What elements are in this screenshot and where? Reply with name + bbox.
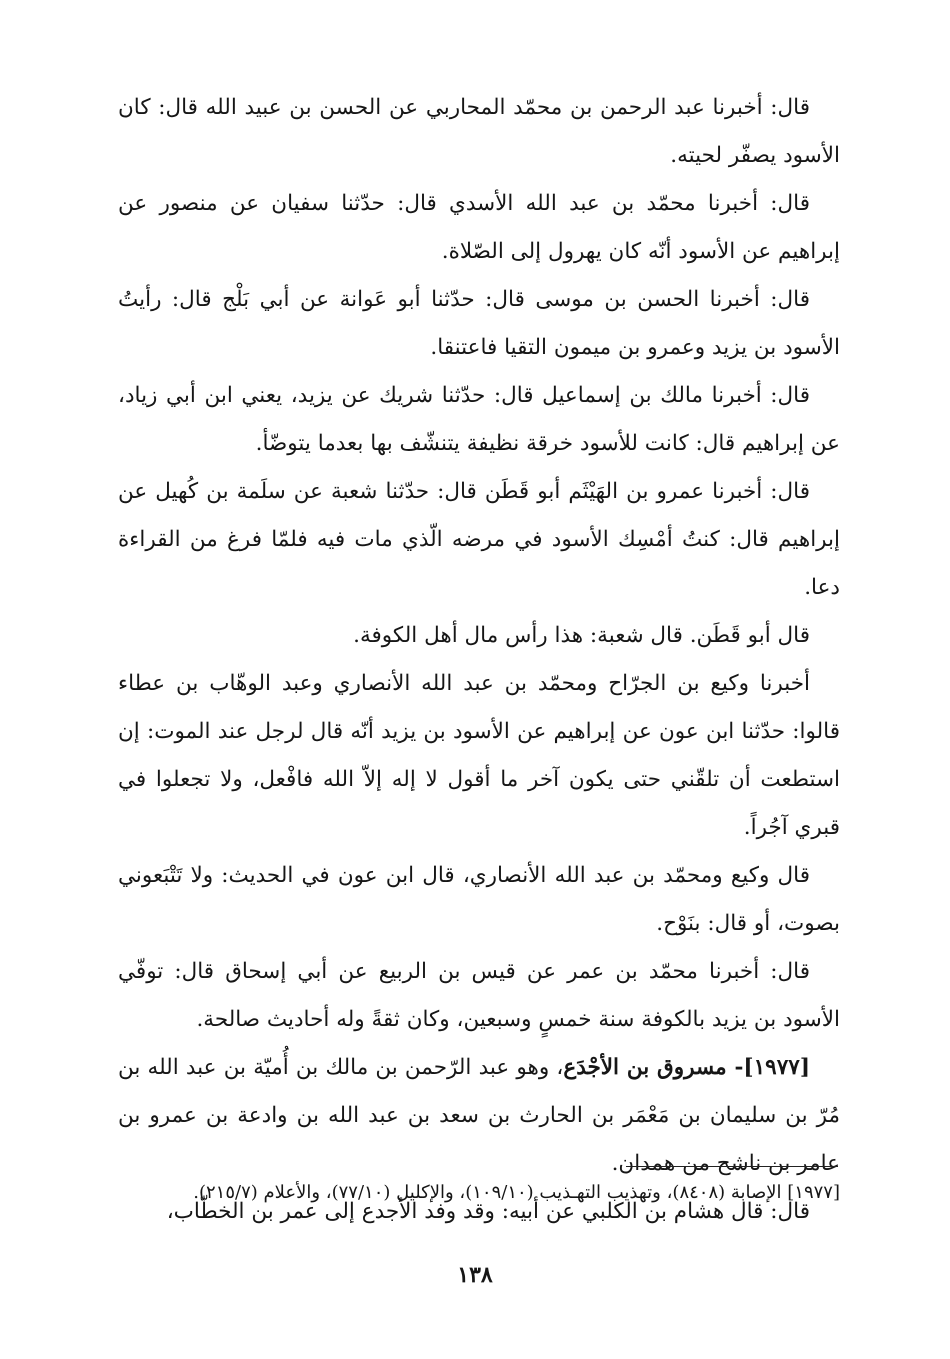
paragraph-6: قال أبو قَطَن. قال شعبة: هذا رأس مال أهل الكوفة. [353, 623, 810, 648]
paragraph-5: قال: أخبرنا عمرو بن الهَيْثَم أبو قَطَن قال: حدّثنا شعبة عن سلَمة بن كُهيل عن إبراهيم قال: كنتُ أمْسِك الأسود في مرضه الّذي مات فيه فلمّا فرغ من القراءة دعا. [118, 479, 840, 600]
paragraph-1: قال: أخبرنا عبد الرحمن بن محمّد المحاربي عن الحسن بن عبيد الله قال: كان الأسود يصفّر لحيته. [118, 95, 840, 168]
paragraph-7: أخبرنا وكيع بن الجرّاح ومحمّد بن عبد الله الأنصاري وعبد الوهّاب بن عطاء قالوا: حدّثنا ابن عون عن إبراهيم عن الأسود بن يزيد أنّه قال لرجل عند الموت: إن استطعت أن تلقّني حتى يكون آخر ما أقول لا إله إلاّ الله فافْعل، ولا تجعلوا في قبري آجُراً. [118, 671, 840, 840]
paragraph-8: قال وكيع ومحمّد بن عبد الله الأنصاري، قال ابن عون في الحديث: ولا تَتْبَعوني بصوت، أو قال: بنَوْح. [118, 863, 840, 936]
paragraph-last: قال: قال هشام بن الكلبي عن أبيه: وقد وفد الأجدع إلى عمر بن الخطّاب، [166, 1199, 810, 1224]
entry-text: ، وهو عبد الرّحمن بن مالك بن أُميّة بن عبد الله بن مُرّ بن سليمان بن مَعْمَر بن الحارث بن سعد بن عبد الله بن وادعة بن عمرو بن عامر بن ناشح من همدان. [118, 1055, 840, 1176]
page-number: ١٣٨ [457, 1262, 493, 1288]
entry-number: [١٩٧٧] [743, 1055, 810, 1080]
paragraph-4: قال: أخبرنا مالك بن إسماعيل قال: حدّثنا شريك عن يزيد، يعني ابن أبي زياد، عن إبراهيم قال: كانت للأسود خرقة نظيفة يتنشّف بها بعدما يتوضّأ. [118, 383, 840, 456]
paragraph-9: قال: أخبرنا محمّد بن عمر عن قيس بن الربيع عن أبي إسحاق قال: توفّي الأسود بن يزيد بالكوفة سنة خمسٍ وسبعين، وكان ثقةً وله أحاديث صالحة. [118, 959, 840, 1032]
main-text [118, 84, 840, 1236]
footnote-divider [626, 1166, 838, 1167]
entry-name: - مسروق بن الأجْدَع [563, 1055, 744, 1080]
footnote: [١٩٧٧] الإصابة (٨٤٠٨)، وتهذيب التهـذيب (١٠٩/١٠)، والإكليل (٧٧/١٠)، والأعلام (٢١٥/٧). [193, 1182, 840, 1203]
paragraph-3: قال: أخبرنا الحسن بن موسى قال: حدّثنا أبو عَوانة عن أبي بَلْج قال: رأيتُ الأسود بن يزيد وعمرو بن ميمون التقيا فاعتنقا. [118, 287, 840, 360]
paragraph-2: قال: أخبرنا محمّد بن عبد الله الأسدي قال: حدّثنا سفيان عن منصور عن إبراهيم عن الأسود أنّه كان يهرول إلى الصّلاة. [118, 191, 840, 264]
